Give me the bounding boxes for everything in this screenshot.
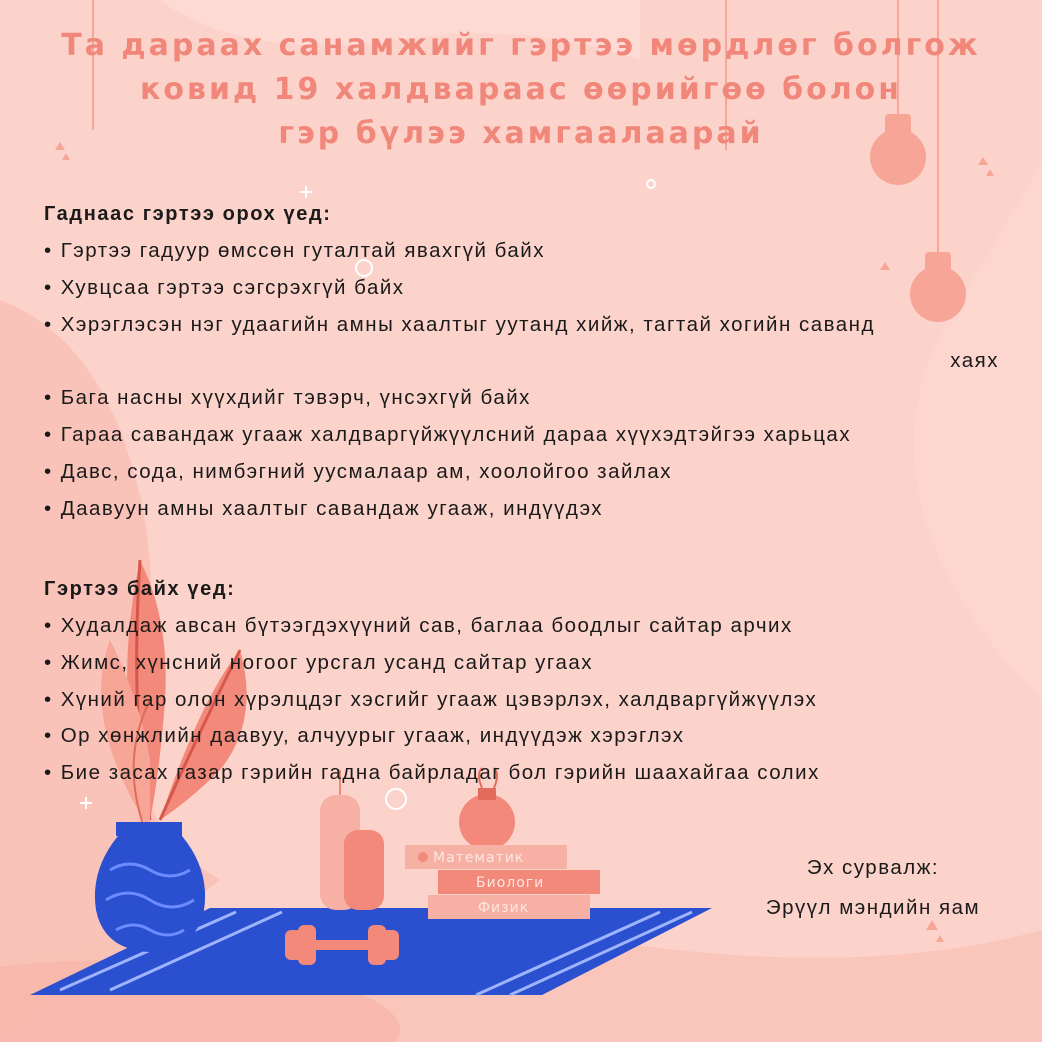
list-item-text: Худалдаж авсан бүтээгдэхүүний сав, баглаа боодлыг сайтар арчих [60,614,793,637]
list-item [44,307,999,381]
list-item [44,417,999,454]
list-item [44,380,999,417]
bullet-glyph: • [44,239,53,262]
list-item-text: Жимс, хүнсний ногоог урсгал усанд сайтар угаах [60,650,594,674]
title-line: Та дараах санамжийг гэртээ мөрдлөг болгож [61,28,981,63]
list-item [44,233,999,270]
list-item-text: Хэрэглэсэн нэг удаагийн амны хаалтыг уутанд хийж, тагтай хогийн саванд [60,312,875,336]
bullet-glyph: • [44,761,53,785]
source-name: Эрүүл мэндийн яам [765,896,981,919]
list-item [44,718,999,755]
section-heading-entering-home: Гаднаас гэртээ орох үед: [44,203,332,225]
list-item-text: Бие засах газар гэрийн гадна байрладаг бол гэрийн шаахайгаа солих [60,761,820,785]
list-item-text: Хүний гар олон хүрэлцдэг хэсгийг угааж цэвэрлэх, халдваргүйжүүлэх [60,687,818,711]
list-item [44,491,999,528]
bullet-glyph: • [44,275,53,299]
list-item-text: Хувцсаа гэртээ сэгсрэхгүй байх [60,275,405,299]
source-credit [748,848,998,928]
list-item-text: Даавуун амны хаалтыг савандаж угааж, индүүдэх [60,496,604,520]
list-item [44,755,999,792]
list-item [44,608,999,645]
list-at-home [44,608,999,792]
list-entering-home [44,233,999,527]
book-label-physics: Физик [478,900,530,916]
list-item [44,645,999,682]
section-heading-at-home: Гэртээ байх үед: [44,578,236,600]
bullet-glyph: • [44,422,53,446]
list-item [44,454,999,491]
list-item [44,270,999,307]
list-item-text: Ор хөнжлийн даавуу, алчуурыг угааж, индүүдэж хэрэглэх [60,724,685,748]
title-line: ковид 19 халдвараас өөрийгөө болон [140,72,902,107]
list-item-text: Гэртээ гадуур өмссөн гуталтай явахгүй байх [60,239,545,262]
page-title [0,24,1042,156]
bullet-glyph: • [44,312,53,336]
bullet-glyph: • [44,496,53,520]
list-item-text: Гараа савандаж угааж халдваргүйжүүлсний дараа хүүхэдтэйгээ харьцах [60,422,852,446]
bullet-glyph: • [44,724,53,748]
bullet-glyph: • [44,687,53,711]
bullet-glyph: • [44,386,53,410]
list-item-text: Бага насны хүүхдийг тэвэрч, үнсэхгүй байх [60,386,531,410]
book-label-math: Математик [433,850,525,866]
list-item-text-continued: хаях [950,349,999,373]
book-label-biology: Биологи [476,875,545,891]
bullet-glyph: • [44,459,53,483]
bullet-glyph: • [44,650,53,674]
list-item [44,682,999,719]
bullet-glyph: • [44,614,53,637]
list-item-text: Давс, сода, нимбэгний уусмалаар ам, хоолойгоо зайлах [60,459,673,483]
title-line: гэр бүлээ хамгаалаарай [278,116,764,151]
source-label: Эх сурвалж: [806,856,940,879]
